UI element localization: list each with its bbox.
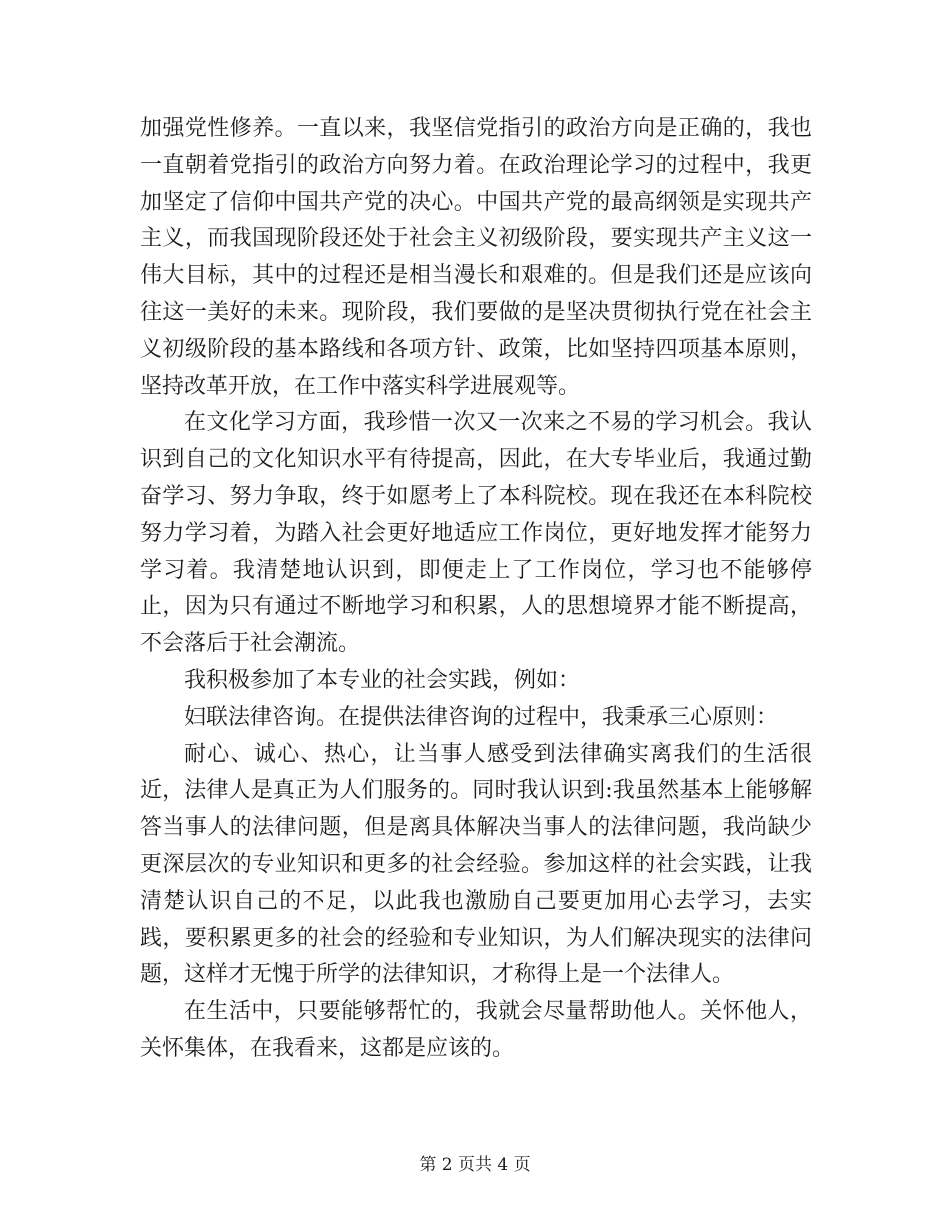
paragraph-social-practice: 我积极参加了本专业的社会实践，例如： bbox=[184, 667, 581, 693]
document-body bbox=[140, 111, 812, 1068]
paragraph-daily-life: 在生活中，只要能够帮忙的，我就会尽量帮助他人。关怀他人，关怀集体，在我看来，这都是应该的。 bbox=[140, 999, 812, 1061]
paragraph-cultural-study: 在文化学习方面，我珍惜一次又一次来之不易的学习机会。我认识到自己的文化知识水平有待提高，因此，在大专毕业后，我通过勤奋学习、努力争取，终于如愿考上了本科院校。现在我还在本科院校努力学习着，为踏入社会更好地适应工作岗位，更好地发挥才能努力学习着。我清楚地认识到，即便走上了工作岗位，学习也不能够停止，因为只有通过不断地学习和积累，人的思想境界才能不断提高，不会落后于社会潮流。 bbox=[140, 410, 812, 657]
paragraph-three-hearts: 耐心、诚心、热心，让当事人感受到法律确实离我们的生活很近，法律人是真正为人们服务的。同时我认识到:我虽然基本上能够解答当事人的法律问题，但是离具体解决当事人的法律问题，我尚缺少更深层次的专业知识和更多的社会经验。参加这样的社会实践，让我清楚认识自己的不足，以此我也激励自己要更加用心去学习，去实践，要积累更多的社会的经验和专业知识，为人们解决现实的法律问题，这样才无愧于所学的法律知识，才称得上是一个法律人。 bbox=[140, 741, 812, 988]
page-number-footer: 第 2 页共 4 页 bbox=[419, 1155, 531, 1175]
paragraph-party-cultivation: 加强党性修养。一直以来，我坚信党指引的政治方向是正确的，我也一直朝着党指引的政治方向努力着。在政治理论学习的过程中，我更加坚定了信仰中国共产党的决心。中国共产党的最高纲领是实现共产主义，而我国现阶段还处于社会主义初级阶段，要实现共产主义这一伟大目标，其中的过程还是相当漫长和艰难的。但是我们还是应该向往这一美好的未来。现阶段，我们要做的是坚决贯彻执行党在社会主义初级阶段的基本路线和各项方针、政策，比如坚持四项基本原则，坚持改革开放，在工作中落实科学进展观等。 bbox=[140, 116, 812, 399]
paragraph-legal-consulting: 妇联法律咨询。在提供法律咨询的过程中，我秉承三心原则： bbox=[184, 704, 779, 730]
